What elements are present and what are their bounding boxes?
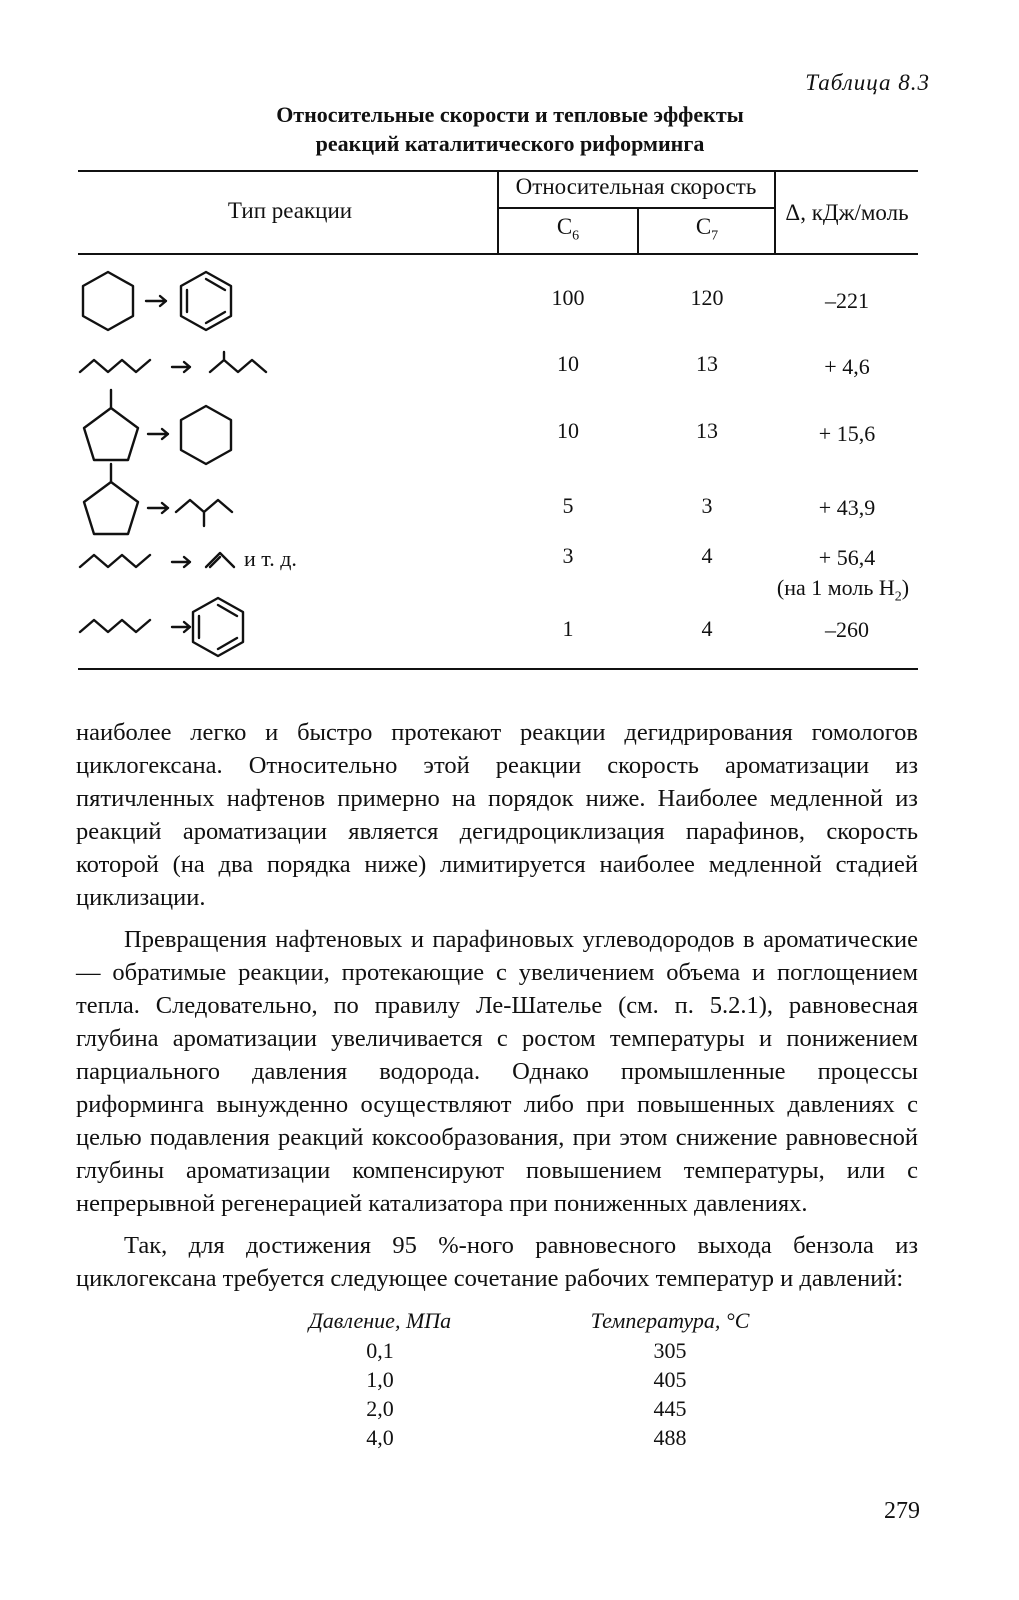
header-divider-2 [637, 207, 639, 254]
reaction-3-structure [78, 388, 248, 468]
pressure-header: Давление, МПа [308, 1308, 452, 1333]
row-4-c6: 5 [562, 493, 574, 518]
header-c6: $С_6$ [556, 214, 580, 244]
paragraph-1: наиболее легко и быстро протекают реакции дегидрирования гомологов циклогексана. Относительно этой реакции скорость ароматизации из пятичленных нафтенов примерно на порядок ниже. Наиболее медленной из реакций ароматизации является дегидроциклизация парафинов, скорость которой (на два порядка ниже) лимитируется наиболее медленной стадией циклизации. [76, 719, 918, 911]
row-5-c7: 4 [701, 543, 713, 568]
page-number: 279 [884, 1498, 920, 1524]
table-bottom-rule [78, 668, 918, 670]
row-1-delta: –221 [825, 288, 869, 313]
row-3-c6: 10 [557, 418, 579, 443]
header-divider-1 [497, 170, 499, 254]
reaction-5-structure [78, 545, 248, 575]
pressure-value: 2,0 [366, 1396, 394, 1421]
row-1-c6: 100 [551, 285, 585, 310]
reaction-2-structure [78, 350, 278, 380]
header-c7: $С_7$ [695, 214, 719, 244]
reaction-6-structure [78, 596, 268, 660]
paragraph-2: Превращения нафтеновых и парафиновых углеводородов в ароматические — обратимые реакции, протекающие с увеличением объема и поглощением тепла. Следовательно, по правилу Ле-Шателье (см. п. 5.2.1), равновесная глубина ароматизации увеличивается с ростом температуры и понижением парциального давления водорода. Однако промышленные процессы риформинга вынужденно осуществляют либо при повышенных давлениях с целью подавления реакций коксообразования, при этом снижение равновесной глубины ароматизации компенсируют повышением температуры, или с непрерывной регенерацией катализатора при пониженных давлениях. [76, 926, 918, 1217]
pressure-value: 1,0 [366, 1367, 394, 1392]
row-4-delta: + 43,9 [818, 495, 876, 520]
header-relative-speed: Относительная скорость [515, 174, 757, 199]
temperature-value: 305 [653, 1338, 687, 1363]
row-2-c6: 10 [557, 351, 579, 376]
temperature-value: 488 [653, 1425, 687, 1450]
row-6-delta: –260 [825, 617, 869, 642]
temperature-value: 445 [653, 1396, 687, 1421]
caption-line-2: реакций каталитического риформинга [315, 131, 705, 156]
row-3-c7: 13 [696, 418, 718, 443]
caption-line-1: Относительные скорости и тепловые эффекты [276, 102, 744, 127]
pressure-value: 0,1 [366, 1338, 394, 1363]
paragraph-3: Так, для достижения 95 %-ного равновесного выхода бензола из циклогексана требуется следующее сочетание рабочих температур и давлений: [76, 1232, 918, 1292]
reaction-1-structure [78, 270, 248, 334]
table-label: Таблица 8.3 [805, 70, 930, 95]
header-delta: Δ, кДж/моль [785, 200, 909, 225]
row-2-delta: + 4,6 [824, 354, 870, 379]
row-6-c7: 4 [701, 616, 713, 641]
pressure-value: 4,0 [366, 1425, 394, 1450]
row-5-etc: и т. д. [244, 546, 297, 571]
row-4-c7: 3 [701, 493, 713, 518]
temperature-value: 405 [653, 1367, 687, 1392]
row-5-delta-note: (на 1 моль $Н_2$) [776, 575, 910, 605]
row-5-delta: + 56,4 [818, 545, 876, 570]
header-reaction-type: Тип реакции [227, 198, 353, 223]
table-caption [180, 100, 840, 158]
row-6-c6: 1 [562, 616, 574, 641]
row-5-c6: 3 [562, 543, 574, 568]
row-3-delta: + 15,6 [818, 421, 876, 446]
row-1-c7: 120 [690, 285, 724, 310]
reaction-4-structure [78, 462, 278, 542]
body-text [76, 716, 918, 1295]
row-2-c7: 13 [696, 351, 718, 376]
temperature-header: Температура, °С [590, 1308, 750, 1333]
